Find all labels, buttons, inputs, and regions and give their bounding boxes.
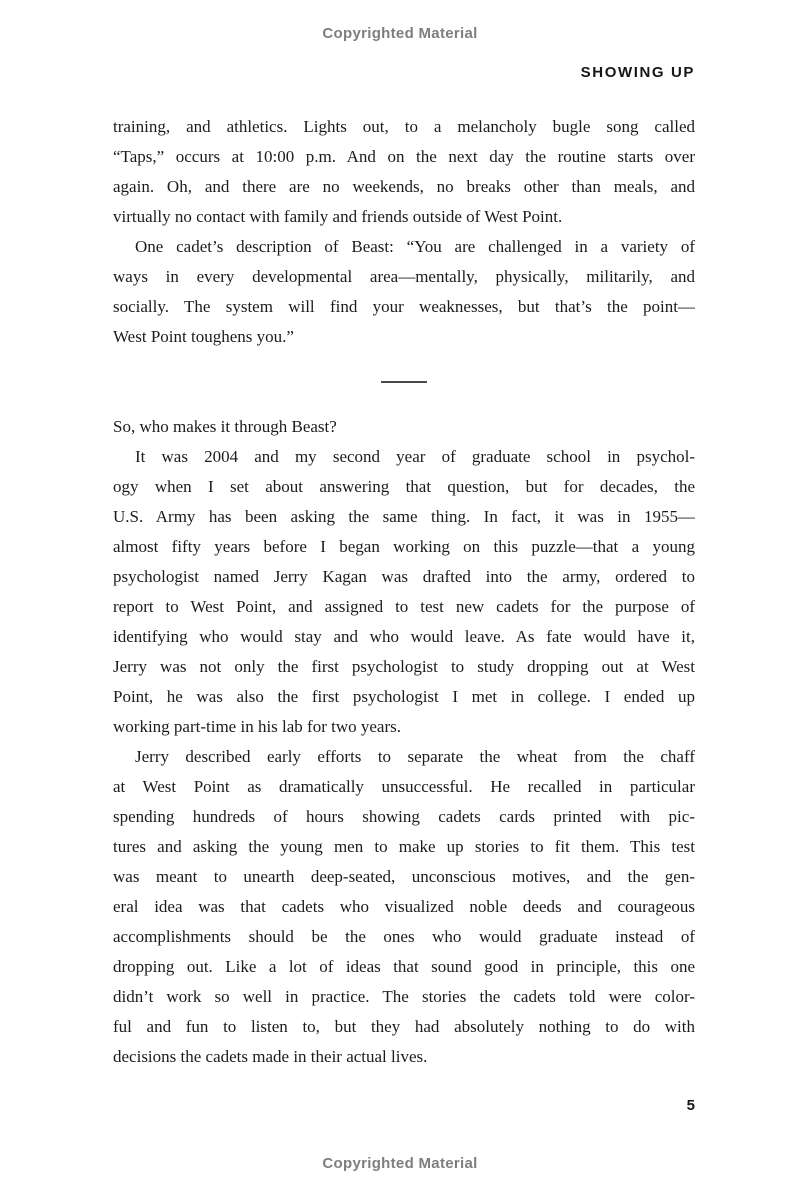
text-line: again. Oh, and there are no weekends, no breaks other than meals, and (113, 177, 695, 196)
text-line: Jerry described early efforts to separate the wheat from the chaff (135, 747, 695, 766)
section-divider (113, 352, 695, 412)
text-line: “Taps,” occurs at 10:00 p.m. And on the next day the routine starts over (113, 147, 695, 166)
text-line: at West Point as dramatically unsuccessful. He recalled in particular (113, 777, 695, 796)
paragraph (113, 232, 695, 352)
paragraph (113, 412, 695, 442)
divider-rule (381, 381, 427, 383)
text-line: eral idea was that cadets who visualized noble deeds and courageous (113, 897, 695, 916)
text-line: decisions the cadets made in their actual lives. (113, 1047, 428, 1066)
paragraph (113, 442, 695, 742)
text-line: ful and fun to listen to, but they had absolutely nothing to do with (113, 1017, 695, 1036)
copyright-notice-bottom: Copyrighted Material (322, 1155, 478, 1172)
copyright-notice-top: Copyrighted Material (322, 25, 478, 42)
body-text (113, 112, 695, 1072)
text-line: accomplishments should be the ones who would graduate instead of (113, 927, 695, 946)
text-line: didn’t work so well in practice. The stories the cadets told were color- (113, 987, 695, 1006)
text-line: So, who makes it through Beast? (113, 417, 337, 436)
text-line: tures and asking the young men to make up stories to fit them. This test (113, 837, 695, 856)
text-line: training, and athletics. Lights out, to a melancholy bugle song called (113, 117, 695, 136)
text-line: almost fifty years before I began working on this puzzle—that a young (113, 537, 695, 556)
text-line: It was 2004 and my second year of graduate school in psychol- (135, 447, 695, 466)
text-line: One cadet’s description of Beast: “You are challenged in a variety of (135, 237, 695, 256)
text-line: ogy when I set about answering that question, but for decades, the (113, 477, 695, 496)
text-line: Jerry was not only the first psychologist to study dropping out at West (113, 657, 695, 676)
text-line: socially. The system will find your weaknesses, but that’s the point— (113, 297, 695, 316)
text-line: report to West Point, and assigned to test new cadets for the purpose of (113, 597, 695, 616)
text-line: ways in every developmental area—mentally, physically, militarily, and (113, 267, 695, 286)
text-line: Point, he was also the first psychologist I met in college. I ended up (113, 687, 695, 706)
page-number: 5 (686, 1097, 695, 1114)
text-line: working part-time in his lab for two years. (113, 717, 401, 736)
paragraph (113, 742, 695, 1072)
text-line: West Point toughens you.” (113, 327, 294, 346)
paragraph (113, 112, 695, 232)
text-line: was meant to unearth deep-seated, unconscious motives, and the gen- (113, 867, 695, 886)
text-line: U.S. Army has been asking the same thing. In fact, it was in 1955— (113, 507, 695, 526)
text-line: dropping out. Like a lot of ideas that sound good in principle, this one (113, 957, 695, 976)
running-head: SHOWING UP (580, 64, 695, 81)
text-line: virtually no contact with family and friends outside of West Point. (113, 207, 563, 226)
text-line: identifying who would stay and who would leave. As fate would have it, (113, 627, 695, 646)
text-line: spending hundreds of hours showing cadets cards printed with pic- (113, 807, 695, 826)
text-line: psychologist named Jerry Kagan was drafted into the army, ordered to (113, 567, 695, 586)
